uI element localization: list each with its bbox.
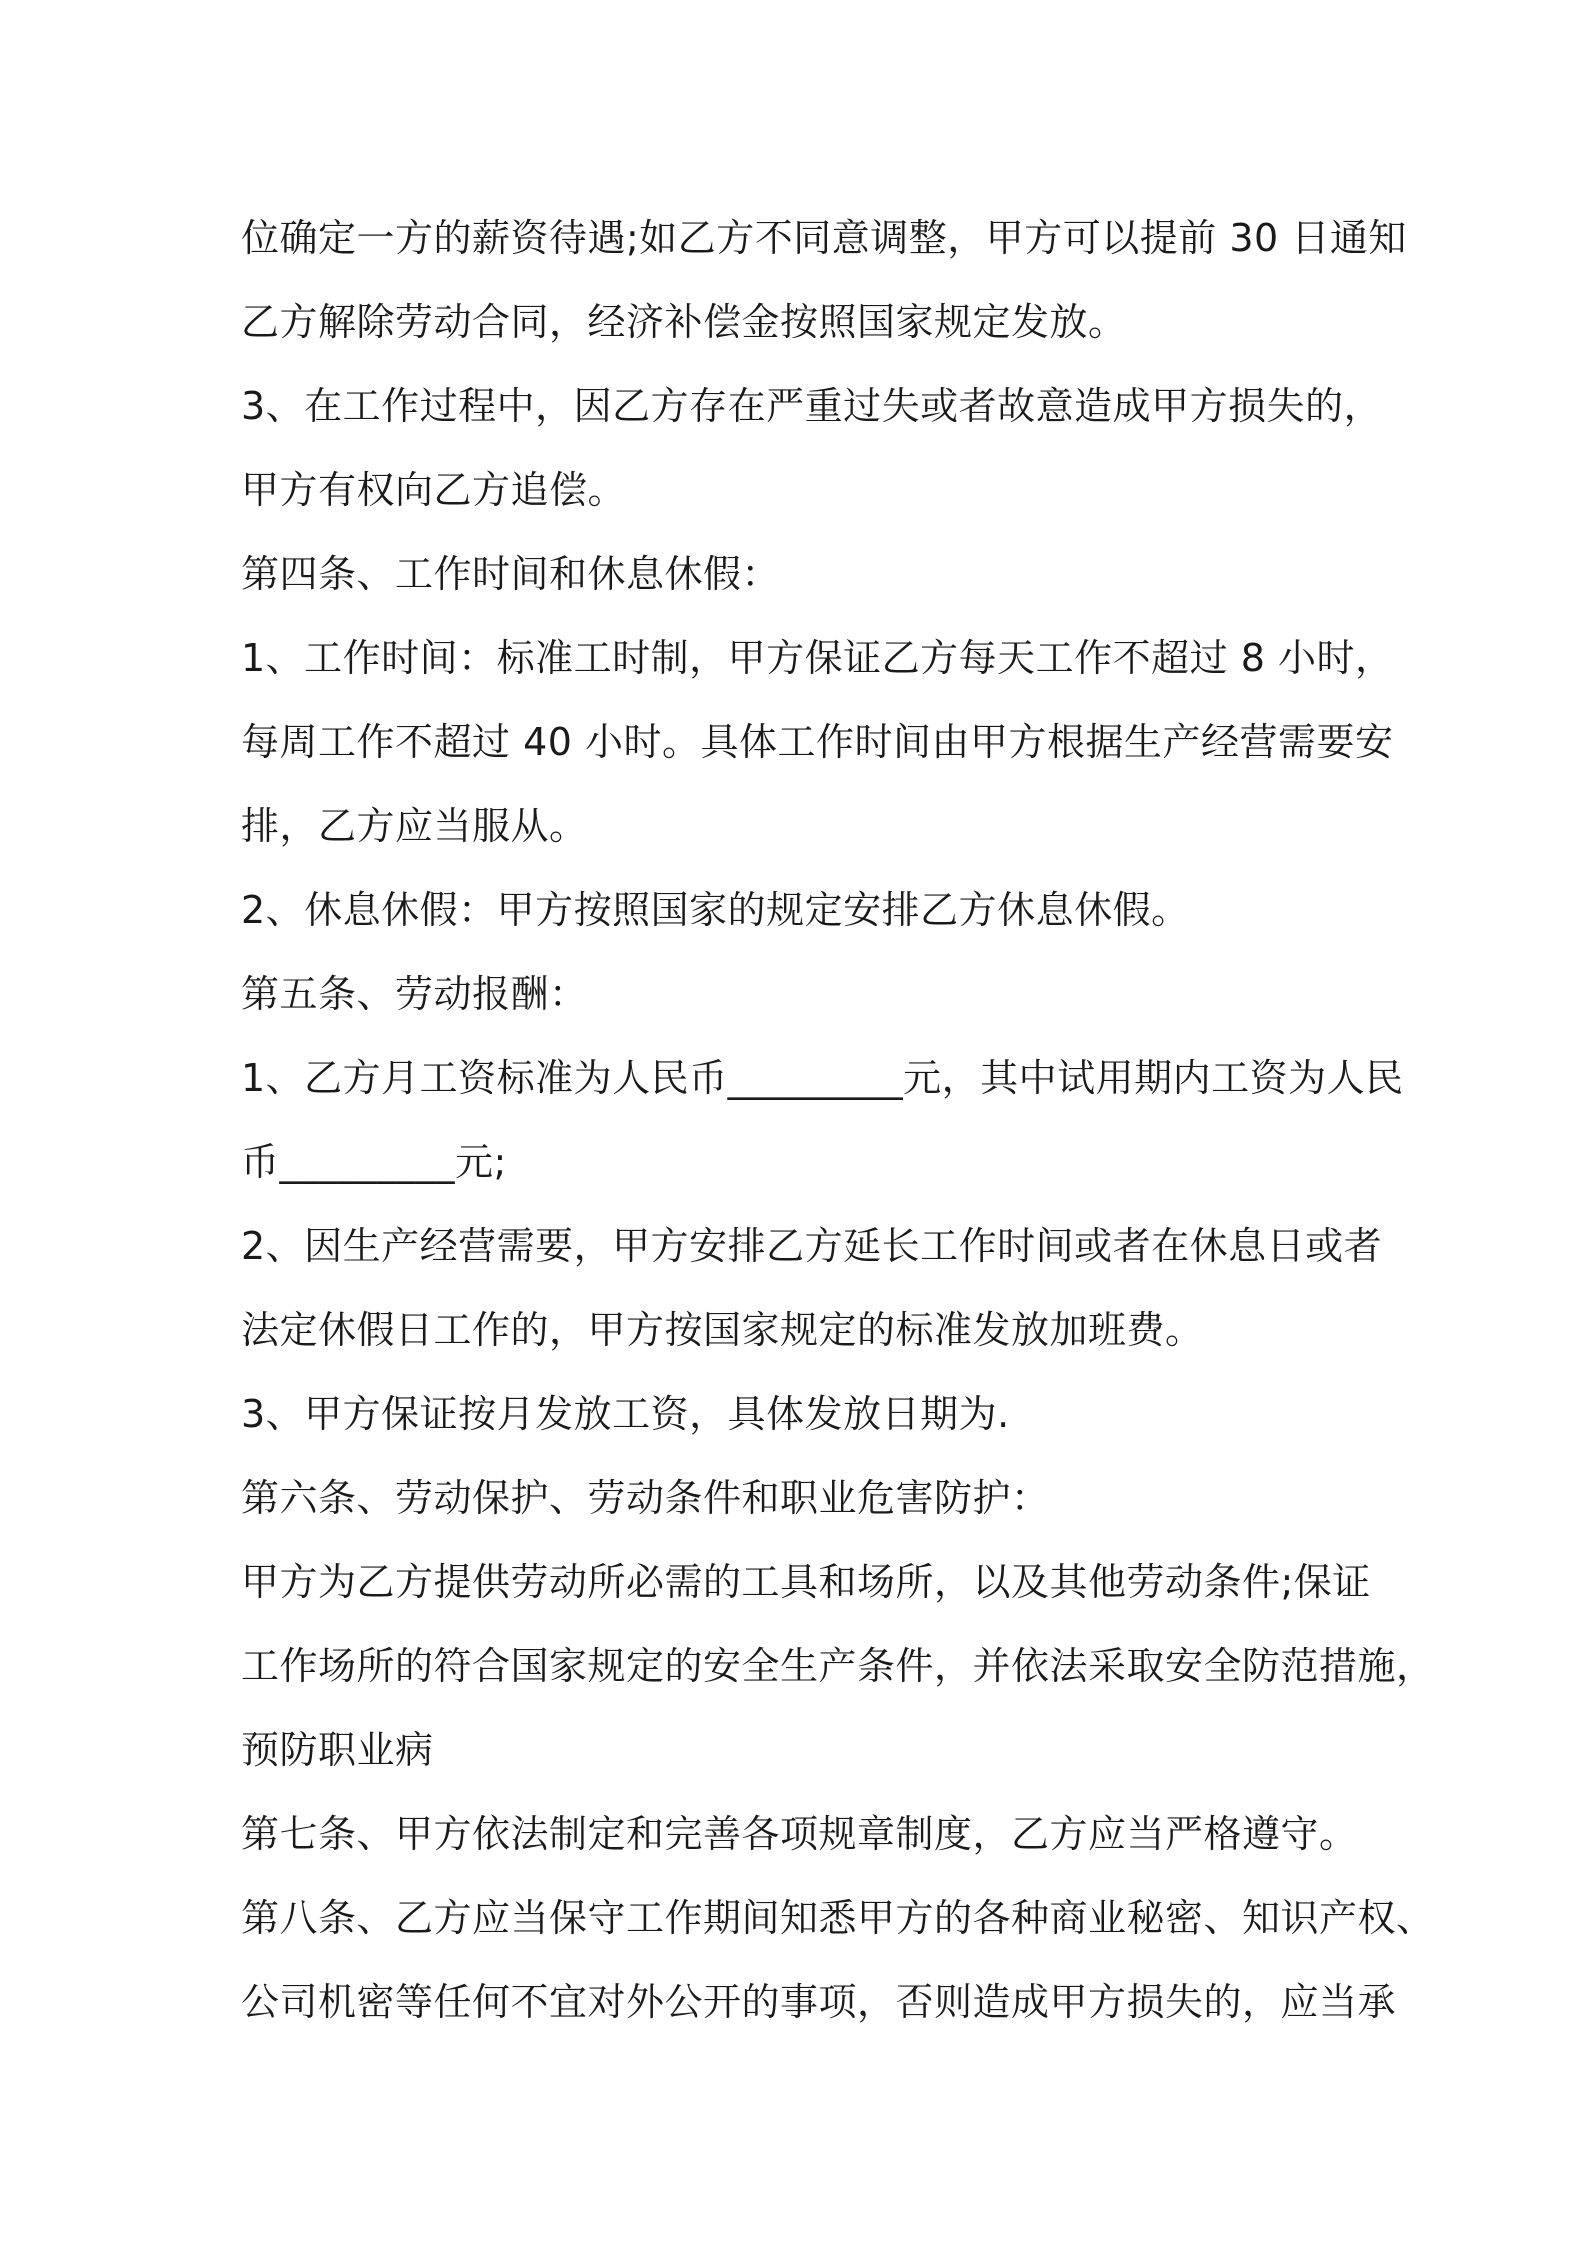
text-line: 乙方解除劳动合同，经济补偿金按照国家规定发放。 <box>241 300 1127 344</box>
text-line: 甲方有权向乙方追偿。 <box>241 468 627 512</box>
section-heading: 第六条、劳动保护、劳动条件和职业危害防护： <box>241 1476 1050 1520</box>
text-line: 每周工作不超过 40 小时。具体工作时间由甲方根据生产经营需要安 <box>241 720 1394 764</box>
text-line: 排，乙方应当服从。 <box>241 804 588 848</box>
document-body <box>241 196 1435 2044</box>
text-line: 币_________元; <box>241 1140 507 1184</box>
text-line: 2、因生产经营需要，甲方安排乙方延长工作时间或者在休息日或者 <box>241 1224 1383 1268</box>
text-line: 1、乙方月工资标准为人民币_________元，其中试用期内工资为人民 <box>241 1056 1404 1100</box>
section-heading: 第四条、工作时间和休息休假： <box>241 552 781 596</box>
section-heading: 第八条、乙方应当保守工作期间知悉甲方的各种商业秘密、知识产权、 <box>241 1896 1435 1940</box>
text-line: 甲方为乙方提供劳动所必需的工具和场所，以及其他劳动条件;保证 <box>241 1560 1371 1604</box>
text-line: 法定休假日工作的，甲方按国家规定的标准发放加班费。 <box>241 1308 1204 1352</box>
section-heading: 第五条、劳动报酬： <box>241 972 588 1016</box>
text-line: 1、工作时间：标准工时制，甲方保证乙方每天工作不超过 8 小时， <box>241 636 1394 680</box>
text-line: 公司机密等任何不宜对外公开的事项，否则造成甲方损失的，应当承 <box>241 1980 1397 2024</box>
text-line: 3、在工作过程中，因乙方存在严重过失或者故意造成甲方损失的， <box>241 384 1383 428</box>
text-line: 工作场所的符合国家规定的安全生产条件，并依法采取安全防范措施， <box>241 1644 1435 1688</box>
text-line: 预防职业病 <box>241 1728 434 1772</box>
text-line: 3、甲方保证按月发放工资，具体发放日期为. <box>241 1392 1010 1436</box>
section-heading: 第七条、甲方依法制定和完善各项规章制度，乙方应当严格遵守。 <box>241 1812 1358 1856</box>
text-line: 位确定一方的薪资待遇;如乙方不同意调整，甲方可以提前 30 日通知 <box>241 216 1407 260</box>
text-line: 2、休息休假：甲方按照国家的规定安排乙方休息休假。 <box>241 888 1190 932</box>
